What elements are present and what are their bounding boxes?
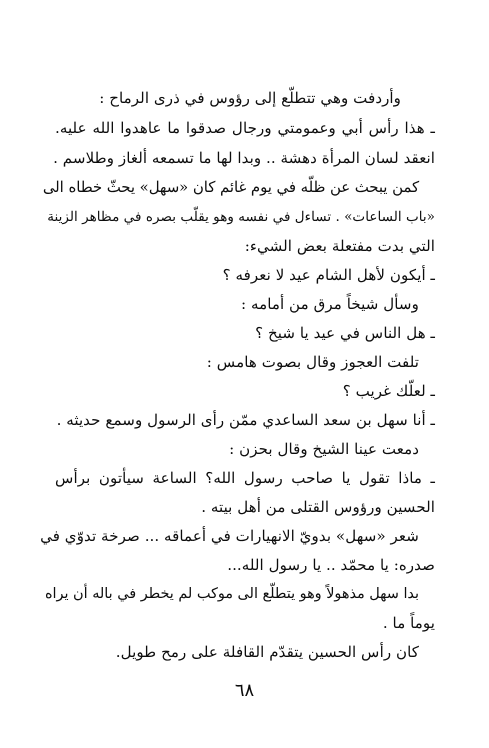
text-line-3: انعقد لسان المرأة دهشة .. وبدا لها ما تسمعه ألغاز وطلاسم . (53, 149, 435, 167)
text-line-17: صدره: يا محمّد .. يا رسول الله... (227, 556, 435, 574)
text-line-2: ـ هذا رأس أبي وعمومتي ورجال صدقوا ما عاهدوا الله عليه. (55, 119, 435, 137)
text-line-6: التي بدت مفتعلة بعض الشيء: (244, 237, 435, 255)
text-line-18: بدا سهل مذهولاً وهو يتطلّع الى موكب لم يخطر في باله أن يراه (45, 586, 419, 602)
text-line-8: وسأل شيخاً مرق من أمامه : (241, 295, 419, 313)
text-line-4: كمن يبحث عن ظلّه في يوم غائم كان «سهل» يحثّ خطاه الى (42, 179, 419, 196)
page-number: ٦٨ (234, 680, 255, 701)
text-line-5: «باب الساعات» . تساءل في نفسه وهو يقلّب بصره في مظاهر الزينة (47, 209, 435, 225)
text-line-15: الحسين ورؤوس القتلى من أهل بيته . (201, 498, 435, 516)
text-line-10: تلفت العجوز وقال بصوت هامس : (206, 353, 419, 371)
text-line-12: ـ أنا سهل بن سعد الساعدي ممّن رأى الرسول وسمع حديثه . (56, 411, 435, 429)
text-line-11: ـ لعلّك غريب ؟ (342, 382, 435, 400)
text-line-13: دمعت عينا الشيخ وقال بحزن : (229, 440, 419, 458)
text-line-20: كان رأس الحسين يتقدّم القافلة على رمح طويل. (115, 643, 419, 661)
text-line-19: يوماً ما . (382, 614, 435, 632)
text-line-1: وأردفت وهي تتطلّع إلى رؤوس في ذرى الرماح : (99, 89, 401, 107)
text-line-9: ـ هل الناس في عيد يا شيخ ؟ (255, 324, 435, 342)
text-line-16: شعر «سهل» بدويّ الانهيارات في أعماقه ... صرخة تدوّي في (40, 527, 419, 545)
text-line-7: ـ أيكون لأهل الشام عيد لا نعرفه ؟ (222, 266, 435, 284)
text-line-14: ـ ماذا تقول يا صاحب رسول الله؟ الساعة سيأتون برأس (55, 469, 435, 487)
